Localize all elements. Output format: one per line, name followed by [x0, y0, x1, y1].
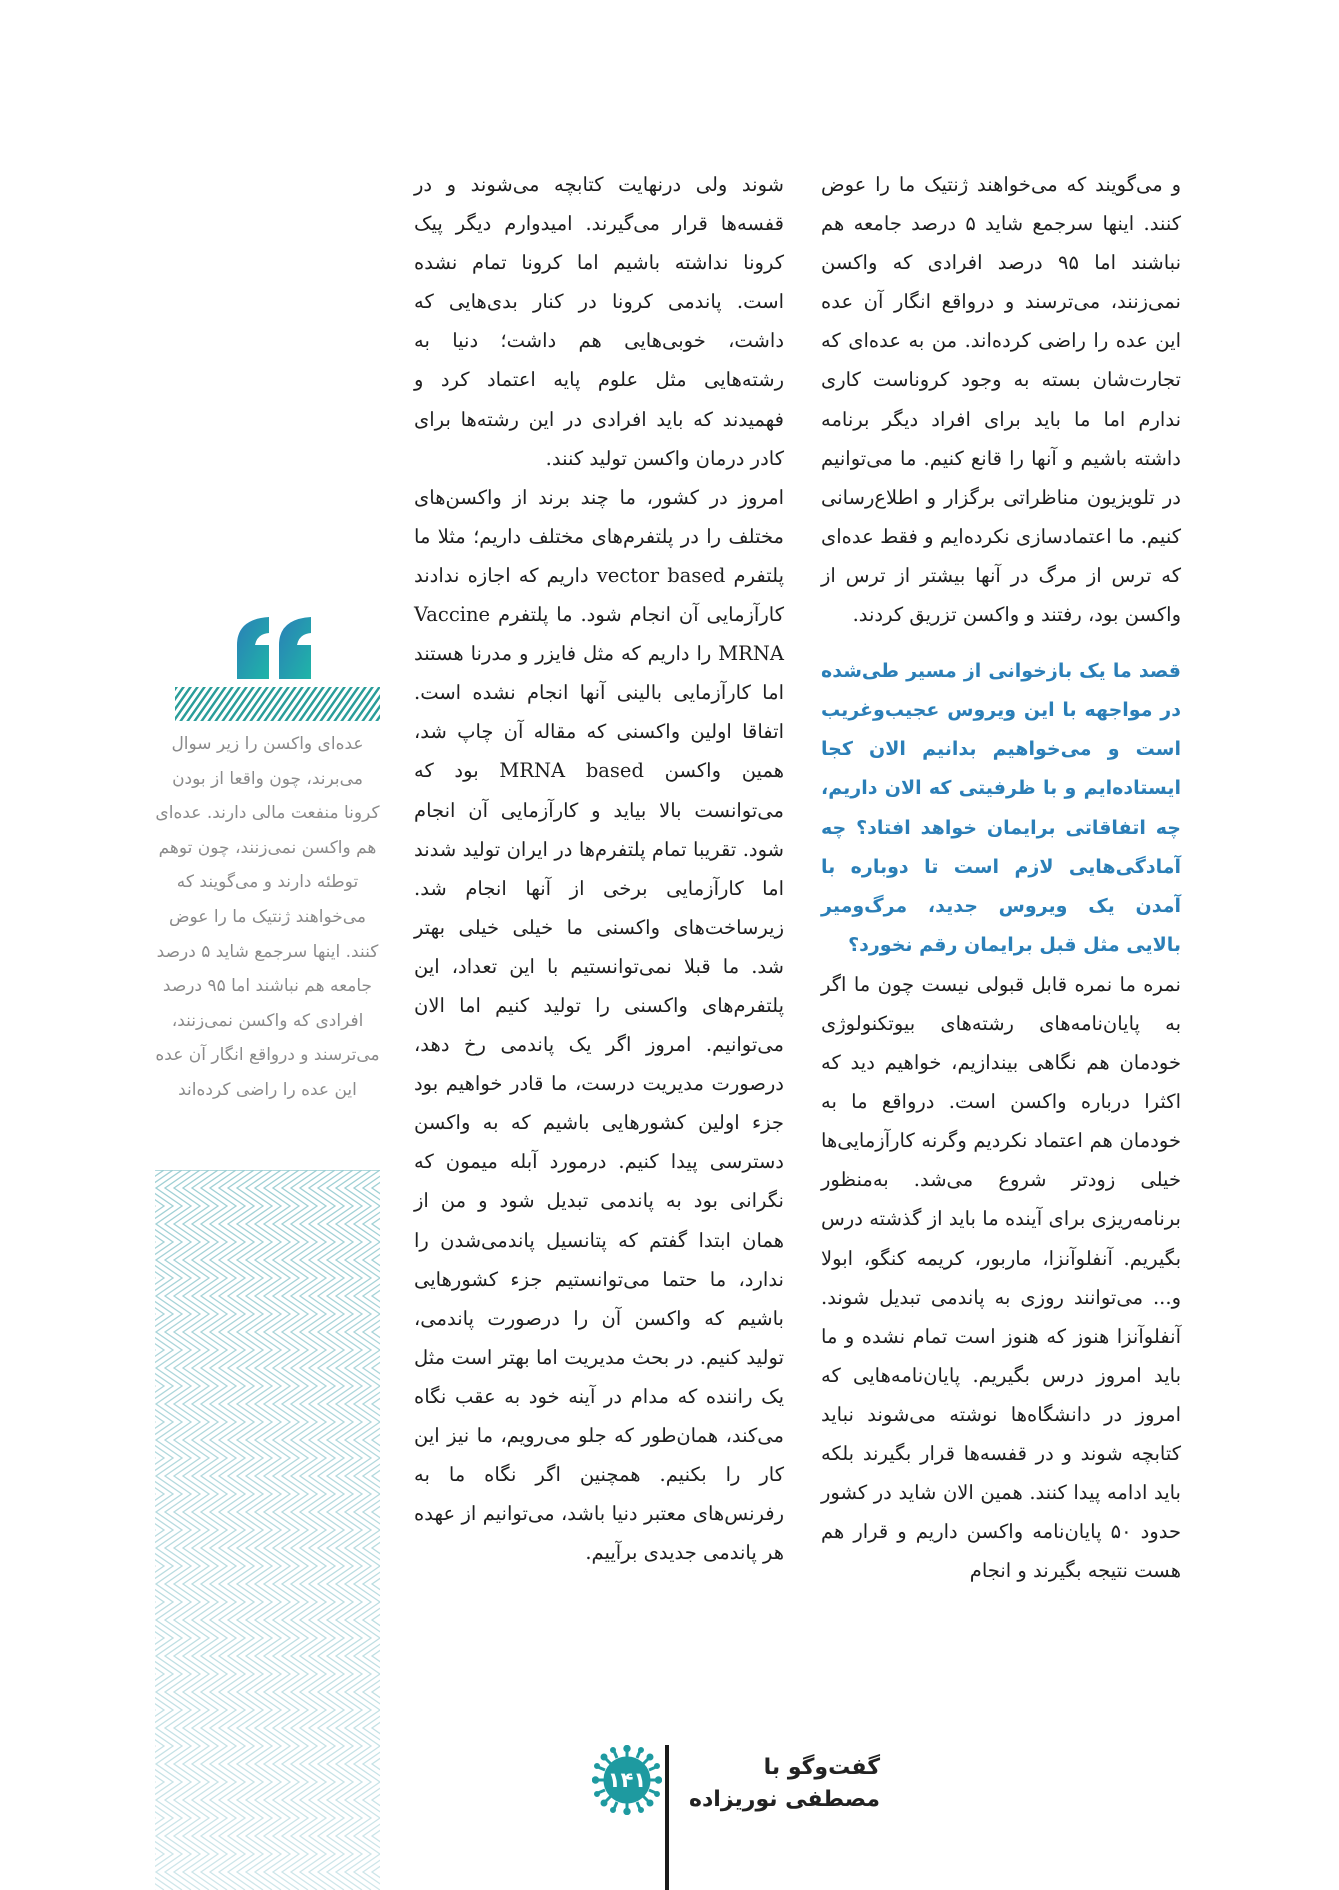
article-column-middle — [414, 165, 784, 1572]
decorative-stripe-band — [175, 687, 380, 721]
pull-quote-text: عده‌ای واکسن را زیر سوال می‌برند، چون واقعا از بودن کرونا منفعت مالی دارند. عده‌ای هم واکسن نمی‌زنند، چون توهم توطئه دارند و می‌گویند که می‌خواهند ژنتیک ما را عوض کنند. اینها سرجمع شاید ۵ درصد جامعه هم نباشند اما ۹۵ درصد افرادی که واکسن نمی‌زنند، می‌ترسند و درواقع انگار آن عده این عده را راضی کرده‌اند — [155, 734, 380, 1100]
article-column-right — [821, 165, 1181, 1590]
footer-title-line-1: گفت‌وگو با — [763, 1755, 880, 1780]
paragraph-right-2: نمره ما نمره قابل قبولی نیست چون ما اگر به پایان‌نامه‌های رشته‌های بیوتکنولوژی خودمان هم نگاهی بیندازیم، خواهیم دید که اکثرا درباره واکسن است. درواقع ما به خودمان هم اعتماد نکردیم وگرنه کارآزمایی‌ها خیلی زودتر شروع می‌شد. به‌منظور برنامه‌ریزی برای آینده ما باید از گذشته درس بگیریم. آنفلوآنزا، ماربور، کریمه کنگو، ابولا و... می‌توانند روزی به پاندمی تبدیل شوند. آنفلوآنزا هنوز که هنوز است تمام نشده و ما باید امروز درس بگیریم. پایان‌نامه‌هایی که امروز در دانشگاه‌ها نوشته می‌شوند نباید کتابچه شوند و در قفسه‌ها قرار بگیرند بلکه باید ادامه پیدا کنند. همین الان شاید در کشور حدود ۵۰ پایان‌نامه واکسن داریم و قرار هم هست نتیجه بگیرند و انجام — [821, 972, 1182, 1583]
decorative-zigzag-pattern — [155, 1170, 380, 1890]
footer-title-line-2: مصطفی نوریزاده — [689, 1787, 880, 1812]
pull-quote-sidebar — [155, 615, 380, 1890]
paragraph-middle-2: امروز در کشور، ما چند برند از واکسن‌های مختلف را در پلتفرم‌های مختلف داریم؛ مثلا ما پلتفرم vector based داریم که اجازه ندادند کارآزمایی آن انجام شود. ما پلتفرم Vaccine MRNA را داریم که مثل فایزر و مدرنا هستند اما کارآزمایی بالینی آنها انجام نشده است. اتفاقا اولین واکسنی که مقاله آن چاپ شد، همین واکسن MRNA based بود که می‌توانست بالا بیاید و کارآزمایی آن انجام شود. تقریبا تمام پلتفرم‌ها در ایران تولید شدند اما کارآزمایی برخی از آنها انجام شد. زیرساخت‌های واکسنی ما خیلی خیلی بهتر شد. ما قبلا نمی‌توانستیم با این تعداد، این پلتفرم‌های واکسنی را تولید کنیم اما الان می‌توانیم. امروز اگر یک پاندمی رخ دهد، درصورت مدیریت درست، ما قادر خواهیم بود جزء اولین کشورهایی باشیم که به واکسن دسترسی پیدا کنیم. درمورد آبله میمون که نگرانی بود به پاندمی تبدیل شود و من از همان ابتدا گفتم که پتانسیل پاندمی‌شدن را ندارد، ما حتما می‌توانستیم جزء کشورهایی باشیم که واکسن آن را درصورت پاندمی، تولید کنیم. در بحث مدیریت اما بهتر است مثل یک راننده که مدام در آینه خود به عقب نگاه می‌کند، همان‌طور که جلو می‌رویم، ما نیز این کار را بکنیم. همچنین اگر نگاه ما به رفرنس‌های معتبر دنیا باشد، می‌توانیم از عهده هر پاندمی جدیدی برآییم. — [414, 485, 785, 1565]
paragraph-right-1: و می‌گویند که می‌خواهند ژنتیک ما را عوض کنند. اینها سرجمع شاید ۵ درصد جامعه هم نباشند اما ۹۵ درصد افرادی که واکسن نمی‌زنند، می‌ترسند و درواقع انگار آن عده این عده را راضی کرده‌اند. من به عده‌ای که تجارت‌شان بسته به وجود کروناست کاری ندارم اما ما باید برای افراد دیگر برنامه داشته باشیم و آنها را قانع کنیم. ما می‌توانیم در تلویزیون مناظراتی برگزار و اطلاع‌رسانی کنیم. ما اعتمادسازی نکرده‌ایم و فقط عده‌ای که ترس از مرگ در آنها بیشتر از ترس از واکسن بود، رفتند و واکسن تزریق کردند. — [821, 173, 1181, 627]
footer-divider — [665, 1745, 669, 1890]
quote-mark-icon — [235, 615, 315, 685]
paragraph-middle-1: شوند ولی درنهایت کتابچه می‌شوند و در قفسه‌ها قرار می‌گیرند. امیدوارم دیگر پیک کرونا نداشته باشیم اما کرونا تمام نشده است. پاندمی کرونا در کنار بدی‌هایی که داشت، خوبی‌هایی هم داشت؛ دنیا به رشته‌هایی مثل علوم پایه اعتماد کرد و فهمیدند که باید افرادی در این رشته‌ها برای کادر درمان واکسن تولید کنند. — [414, 173, 784, 470]
interview-question: قصد ما یک بازخوانی از مسیر طی‌شده در مواجهه با این ویروس عجیب‌وغریب است و می‌خواهیم بدانیم الان کجا ایستاده‌ایم و با ظرفیتی که الان داریم، چه اتفاقاتی برایمان خواهد افتاد؟ چه آمادگی‌هایی لازم است تا دوباره با آمدن یک ویروس جدید، مرگ‌ومیر بالایی مثل قبل برایمان رقم نخورد؟ — [821, 660, 1181, 956]
page-number: ۱۴۱ — [607, 1768, 647, 1792]
footer-section-title — [680, 1752, 880, 1816]
